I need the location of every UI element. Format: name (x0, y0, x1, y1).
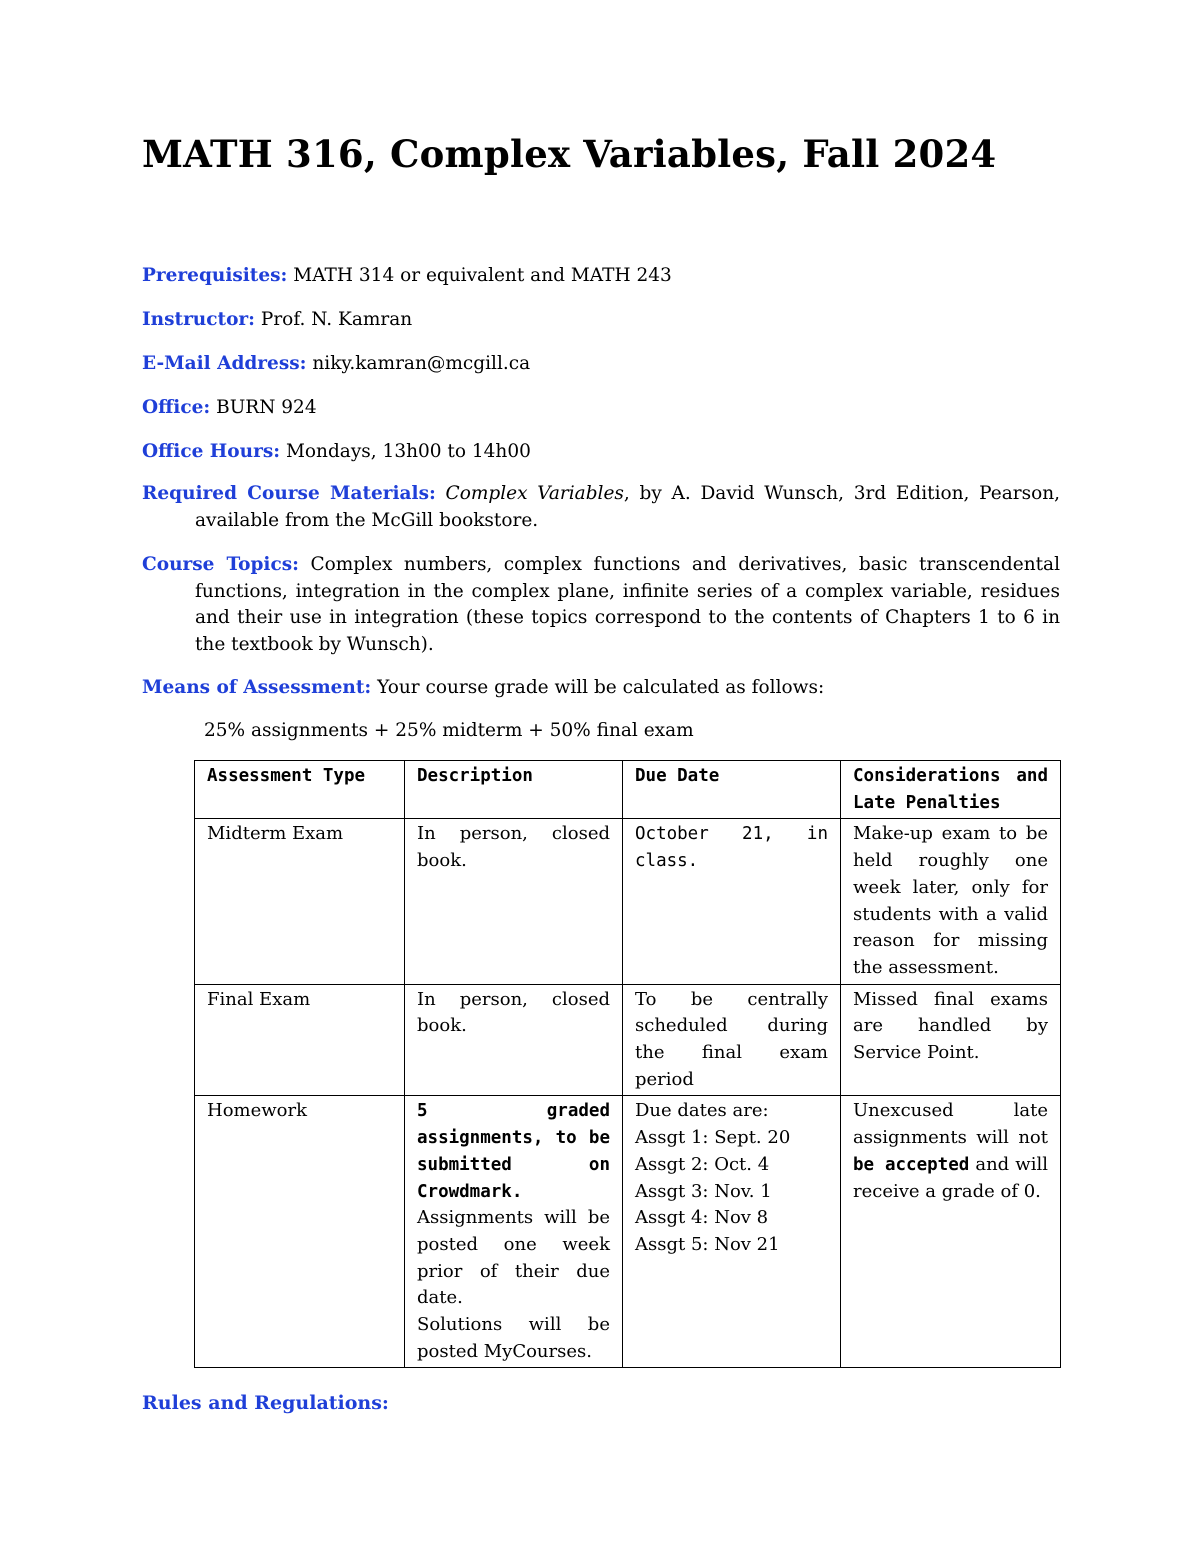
cell-final-type: Final Exam (195, 984, 405, 1096)
homework-graded-text: 5 graded assignments, to be submitted on Crowdmark. (417, 1101, 610, 1202)
instructor-field (142, 307, 1060, 334)
instructor-value: Prof. N. Kamran (260, 309, 413, 330)
cell-midterm-type: Midterm Exam (195, 819, 405, 984)
due-date-item: Assgt 2: Oct. 4 (635, 1153, 770, 1175)
office-value: BURN 924 (216, 397, 317, 418)
cell-homework-description (405, 1096, 623, 1368)
late-policy-text: Unexcused late assignments will not (853, 1100, 1048, 1149)
materials-label: Required Course Materials: (142, 483, 436, 504)
due-date-item: Assgt 3: Nov. 1 (635, 1180, 772, 1202)
email-label: E-Mail Address: (142, 353, 307, 374)
instructor-label: Instructor: (142, 309, 255, 330)
cell-homework-due (623, 1096, 841, 1368)
late-policy-text-end: and will receive a grade of 0. (853, 1153, 1048, 1202)
office-label: Office: (142, 397, 211, 418)
homework-posted-text: Assignments will be posted one week prior of their due date. (417, 1207, 610, 1309)
rules-heading: Rules and Regulations: (142, 1392, 389, 1414)
header-due-date: Due Date (623, 761, 841, 819)
due-date-item: Assgt 4: Nov 8 (635, 1207, 769, 1229)
assessment-table (194, 760, 1061, 1368)
materials-value: , by A. David Wunsch, 3rd Edition, Pearson, available from the McGill bookstore. (195, 483, 1060, 531)
assessment-value: Your course grade will be calculated as follows: (377, 677, 825, 698)
homework-solutions-text: Solutions will be posted MyCourses. (417, 1314, 610, 1362)
office-field (142, 395, 1060, 422)
late-policy-bold: be accepted (853, 1154, 970, 1175)
grade-formula: 25% assignments + 25% midterm + 50% final exam (204, 720, 694, 741)
cell-midterm-considerations: Make-up exam to be held roughly one week later, only for students with a valid reason for missing the assessment. (841, 819, 1061, 984)
header-considerations: Considerations and Late Penalties (841, 761, 1061, 819)
cell-midterm-due: October 21, in class. (623, 819, 841, 984)
cell-midterm-description: In person, closed book. (405, 819, 623, 984)
cell-homework-type: Homework (195, 1096, 405, 1368)
table-row-homework (195, 1096, 1061, 1368)
cell-final-due: To be centrally scheduled during the final exam period (623, 984, 841, 1096)
due-date-item: Assgt 5: Nov 21 (635, 1233, 780, 1255)
prerequisites-field (142, 263, 1060, 290)
topics-label: Course Topics: (142, 554, 299, 575)
topics-field (142, 552, 1060, 658)
assessment-field (142, 675, 1060, 702)
page-title: MATH 316, Complex Variables, Fall 2024 (142, 132, 997, 176)
email-value: niky.kamran@mcgill.ca (312, 353, 531, 374)
table-row-midterm (195, 819, 1061, 984)
office-hours-field (142, 439, 1060, 466)
due-date-item: Assgt 1: Sept. 20 (635, 1127, 791, 1149)
prerequisites-value: MATH 314 or equivalent and MATH 243 (293, 265, 672, 286)
table-row-final (195, 984, 1061, 1096)
email-field (142, 351, 1060, 378)
office-hours-label: Office Hours: (142, 441, 281, 462)
due-dates-intro: Due dates are: (635, 1100, 769, 1122)
office-hours-value: Mondays, 13h00 to 14h00 (285, 441, 531, 462)
topics-value: Complex numbers, complex functions and derivatives, basic transcendental functions, integration in the complex plane, infinite series of a complex variable, residues and their use in integration (these topics correspond to the contents of Chapters 1 to 6 in the textbook by Wunsch). (195, 554, 1061, 655)
header-assessment-type: Assessment Type (195, 761, 405, 819)
assessment-label: Means of Assessment: (142, 677, 372, 698)
cell-homework-considerations (841, 1096, 1061, 1368)
cell-final-considerations: Missed final exams are handled by Service Point. (841, 984, 1061, 1096)
textbook-title: Complex Variables (445, 483, 624, 504)
cell-final-description: In person, closed book. (405, 984, 623, 1096)
materials-field (142, 481, 1060, 534)
prerequisites-label: Prerequisites: (142, 265, 288, 286)
header-description: Description (405, 761, 623, 819)
table-header-row (195, 761, 1061, 819)
